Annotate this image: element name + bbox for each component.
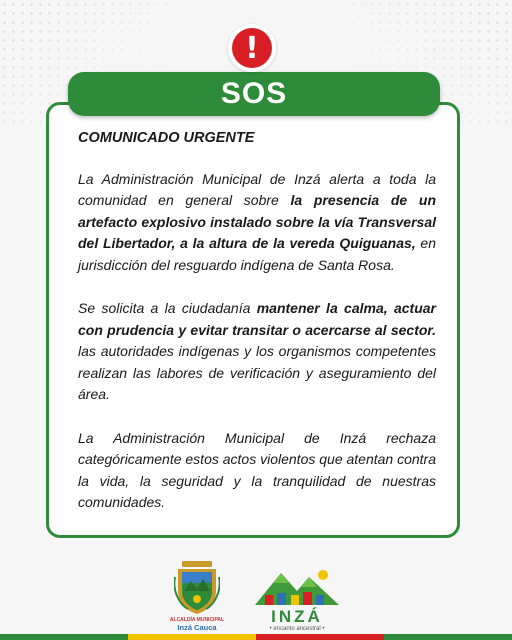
mountain-village-icon	[251, 565, 343, 625]
message-heading: COMUNICADO URGENTE	[78, 130, 255, 146]
p1-text: La Administración Municipal de Inzá alerta a toda la comunidad en general sobre	[78, 170, 436, 208]
inza-brand-logo	[251, 565, 343, 632]
inza-tagline: • encanto ancestral •	[269, 626, 325, 632]
p1-tail: en jurisdicción del resguardo indígena de Santa Rosa.	[78, 235, 436, 273]
paragraph-1	[78, 169, 436, 277]
p2-text: Se solicita a la ciudadanía	[78, 300, 257, 316]
p1-bold: la presencia de un artefacto explosivo instalado sobre la vía Transversal del Libertador, a la altura de la vereda Quiguanas,	[78, 192, 436, 251]
paragraph-3: La Administración Municipal de Inzá rechaza categóricamente estos actos violentos que atentan contra la vida, la seguridad y la tranquilidad de nuestras comunidades.	[78, 429, 436, 510]
alert-badge	[228, 24, 276, 72]
logos-row	[0, 552, 512, 632]
p2-tail: las autoridades indígenas y los organismos competentes realizan las labores de verificación y aseguramiento del área.	[78, 343, 436, 402]
municipal-shield-logo	[169, 561, 225, 632]
sos-banner	[68, 72, 440, 116]
color-strip	[0, 634, 512, 640]
shield-label-top: ALCALDÍA MUNICIPAL	[169, 617, 225, 623]
message-content	[78, 128, 436, 536]
inza-wordmark: INZÁ	[271, 607, 323, 625]
sos-title: SOS	[220, 77, 288, 110]
shield-icon	[174, 561, 220, 615]
exclamation-icon: !	[232, 28, 272, 68]
shield-label-bottom: Inzá Cauca	[177, 623, 217, 632]
paragraph-2	[78, 298, 436, 406]
p2-bold: mantener la calma, actuar con prudencia y evitar transitar o acercarse al sector.	[78, 300, 436, 338]
